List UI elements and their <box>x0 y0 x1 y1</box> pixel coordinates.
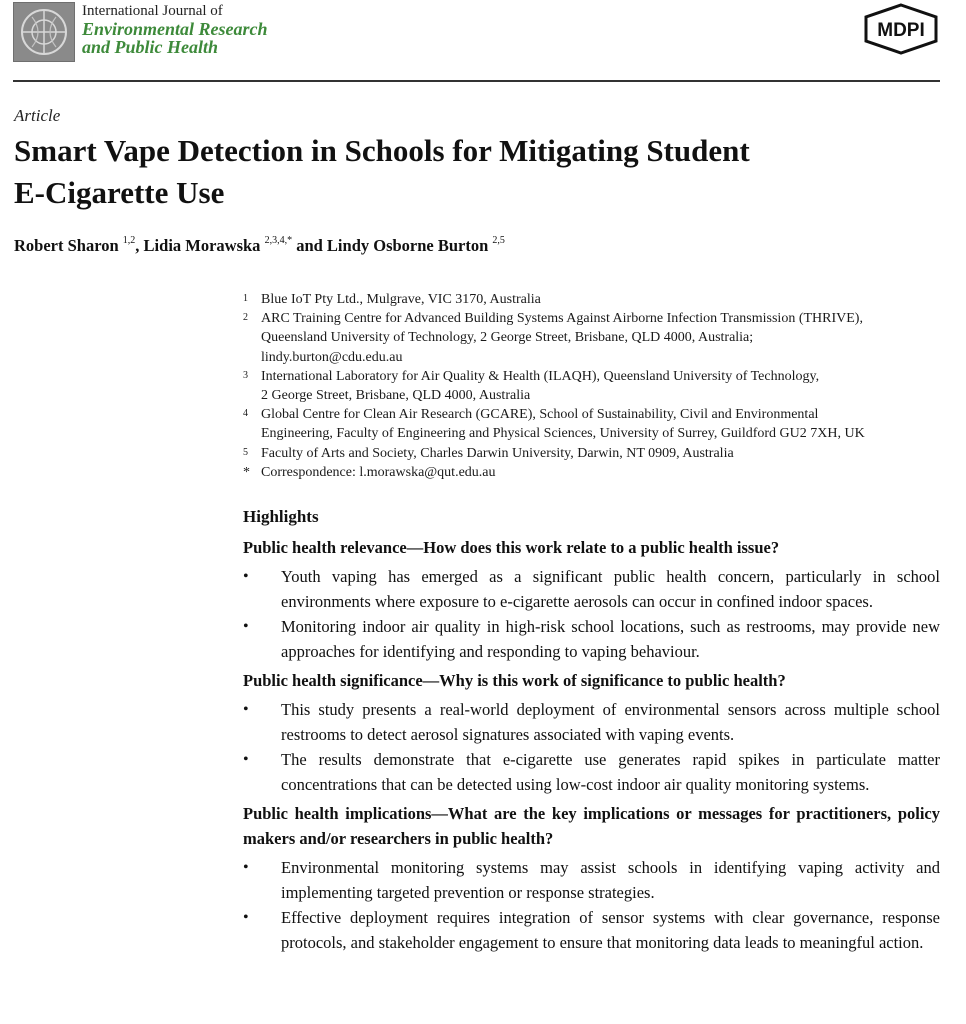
article-title-line: E-Cigarette Use <box>14 175 225 210</box>
affiliation-marker: 5 <box>243 446 248 458</box>
affiliation-line: 2 George Street, Brisbane, QLD 4000, Australia <box>261 388 531 404</box>
author-affiliation-marker: 1,2 <box>122 234 136 246</box>
highlight-bullet-item <box>243 614 940 664</box>
affiliation-item <box>243 444 943 463</box>
mdpi-logo-text: MDPI <box>877 20 925 41</box>
affiliation-line: ARC Training Centre for Advanced Building Systems Against Airborne Infection Transmission (THRIVE), <box>261 311 863 327</box>
affiliation-line: Blue IoT Pty Ltd., Mulgrave, VIC 3170, Australia <box>261 292 541 307</box>
article-title <box>14 130 914 214</box>
affiliation-line: lindy.burton@cdu.edu.au <box>261 349 403 365</box>
highlights-heading: Highlights <box>243 507 319 526</box>
affiliation-marker: 2 <box>243 312 248 324</box>
affiliation-marker: 4 <box>243 408 248 420</box>
highlight-section-title: Public health significance—Why is this work of significance to public health? <box>243 671 786 690</box>
highlight-bullet-item <box>243 747 940 797</box>
affiliation-item <box>243 290 943 309</box>
affiliations <box>243 290 943 482</box>
author-name: Lidia Morawska <box>143 236 261 255</box>
highlight-bullet-text: The results demonstrate that e-cigarette use generates rapid spikes in particulate matter concentrations that can be detected using low-cost indoor air quality monitoring systems. <box>281 750 940 794</box>
bullet-icon: • <box>243 618 249 635</box>
highlight-bullet-item <box>243 905 940 955</box>
highlight-bullet-item <box>243 697 940 747</box>
bullet-icon: • <box>243 701 249 718</box>
highlight-bullet-text: This study presents a real-world deployment of environmental sensors across multiple school restrooms to detect aerosol signatures associated with vaping events. <box>281 700 940 744</box>
author-name: Lindy Osborne Burton <box>326 236 489 255</box>
highlight-bullet-text: Youth vaping has emerged as a significant public health concern, particularly in school environments where exposure to e-cigarette aerosols can occur in confined indoor spaces. <box>281 567 940 611</box>
highlight-bullet-text: Effective deployment requires integration of sensor systems with clear governance, response protocols, and stakeholder engagement to ensure that monitoring data leads to meaningful action. <box>281 908 940 952</box>
highlight-bullet-text: Monitoring indoor air quality in high-risk school locations, such as restrooms, may provide new approaches for identifying and responding to vaping behaviour. <box>281 617 940 661</box>
journal-name <box>82 2 268 56</box>
highlight-bullet-item <box>243 564 940 614</box>
journal-name-line3: and Public Health <box>82 37 219 57</box>
highlight-bullet-item <box>243 855 940 905</box>
highlights-box <box>243 505 940 955</box>
bullet-icon: • <box>243 751 249 768</box>
author-name: Robert Sharon <box>14 236 119 255</box>
affiliation-item <box>243 463 943 482</box>
affiliation-line: Correspondence: l.morawska@qut.edu.au <box>261 464 496 480</box>
affiliation-item <box>243 405 943 443</box>
highlight-section-title: Public health relevance—How does this work relate to a public health issue? <box>243 538 780 557</box>
affiliation-marker: 1 <box>243 293 248 304</box>
affiliation-line: International Laboratory for Air Quality & Health (ILAQH), Queensland University of Technology, <box>261 368 820 384</box>
affiliation-line: Faculty of Arts and Society, Charles Darwin University, Darwin, NT 0909, Australia <box>261 445 734 461</box>
affiliation-item <box>243 309 943 367</box>
journal-header <box>0 0 966 82</box>
bullet-icon: • <box>243 909 249 926</box>
article-type: Article <box>14 106 61 125</box>
journal-name-line2: Environmental Research <box>82 19 268 39</box>
author-affiliation-marker: 2,3,4,* <box>264 234 293 246</box>
header-divider <box>13 80 940 82</box>
affiliation-marker: 3 <box>243 369 248 381</box>
affiliation-line: Queensland University of Technology, 2 George Street, Brisbane, QLD 4000, Australia; <box>261 330 754 346</box>
highlight-bullet-text: Environmental monitoring systems may assist schools in identifying vaping activity and implementing targeted prevention or response strategies. <box>281 858 940 902</box>
author-separator: , <box>135 236 144 255</box>
bullet-icon: • <box>243 568 249 585</box>
mdpi-logo-icon <box>862 3 940 55</box>
highlights-sections <box>243 535 940 955</box>
author-list <box>14 236 505 256</box>
journal-name-line1: International Journal of <box>82 3 223 19</box>
author-separator: and <box>292 236 327 255</box>
affiliation-item <box>243 367 943 405</box>
journal-logo-icon <box>13 2 75 62</box>
author-affiliation-marker: 2,5 <box>492 234 505 246</box>
bullet-icon: • <box>243 859 249 876</box>
affiliation-line: Engineering, Faculty of Engineering and Physical Sciences, University of Surrey, Guildford GU2 7XH, UK <box>261 426 865 442</box>
highlight-section-title: Public health implications—What are the key implications or messages for practitioners, policy makers and/or researchers in public health? <box>243 804 940 848</box>
article-title-line: Smart Vape Detection in Schools for Mitigating Student <box>14 133 750 168</box>
affiliation-line: Global Centre for Clean Air Research (GCARE), School of Sustainability, Civil and Environmental <box>261 407 819 423</box>
affiliation-marker: * <box>243 464 250 480</box>
